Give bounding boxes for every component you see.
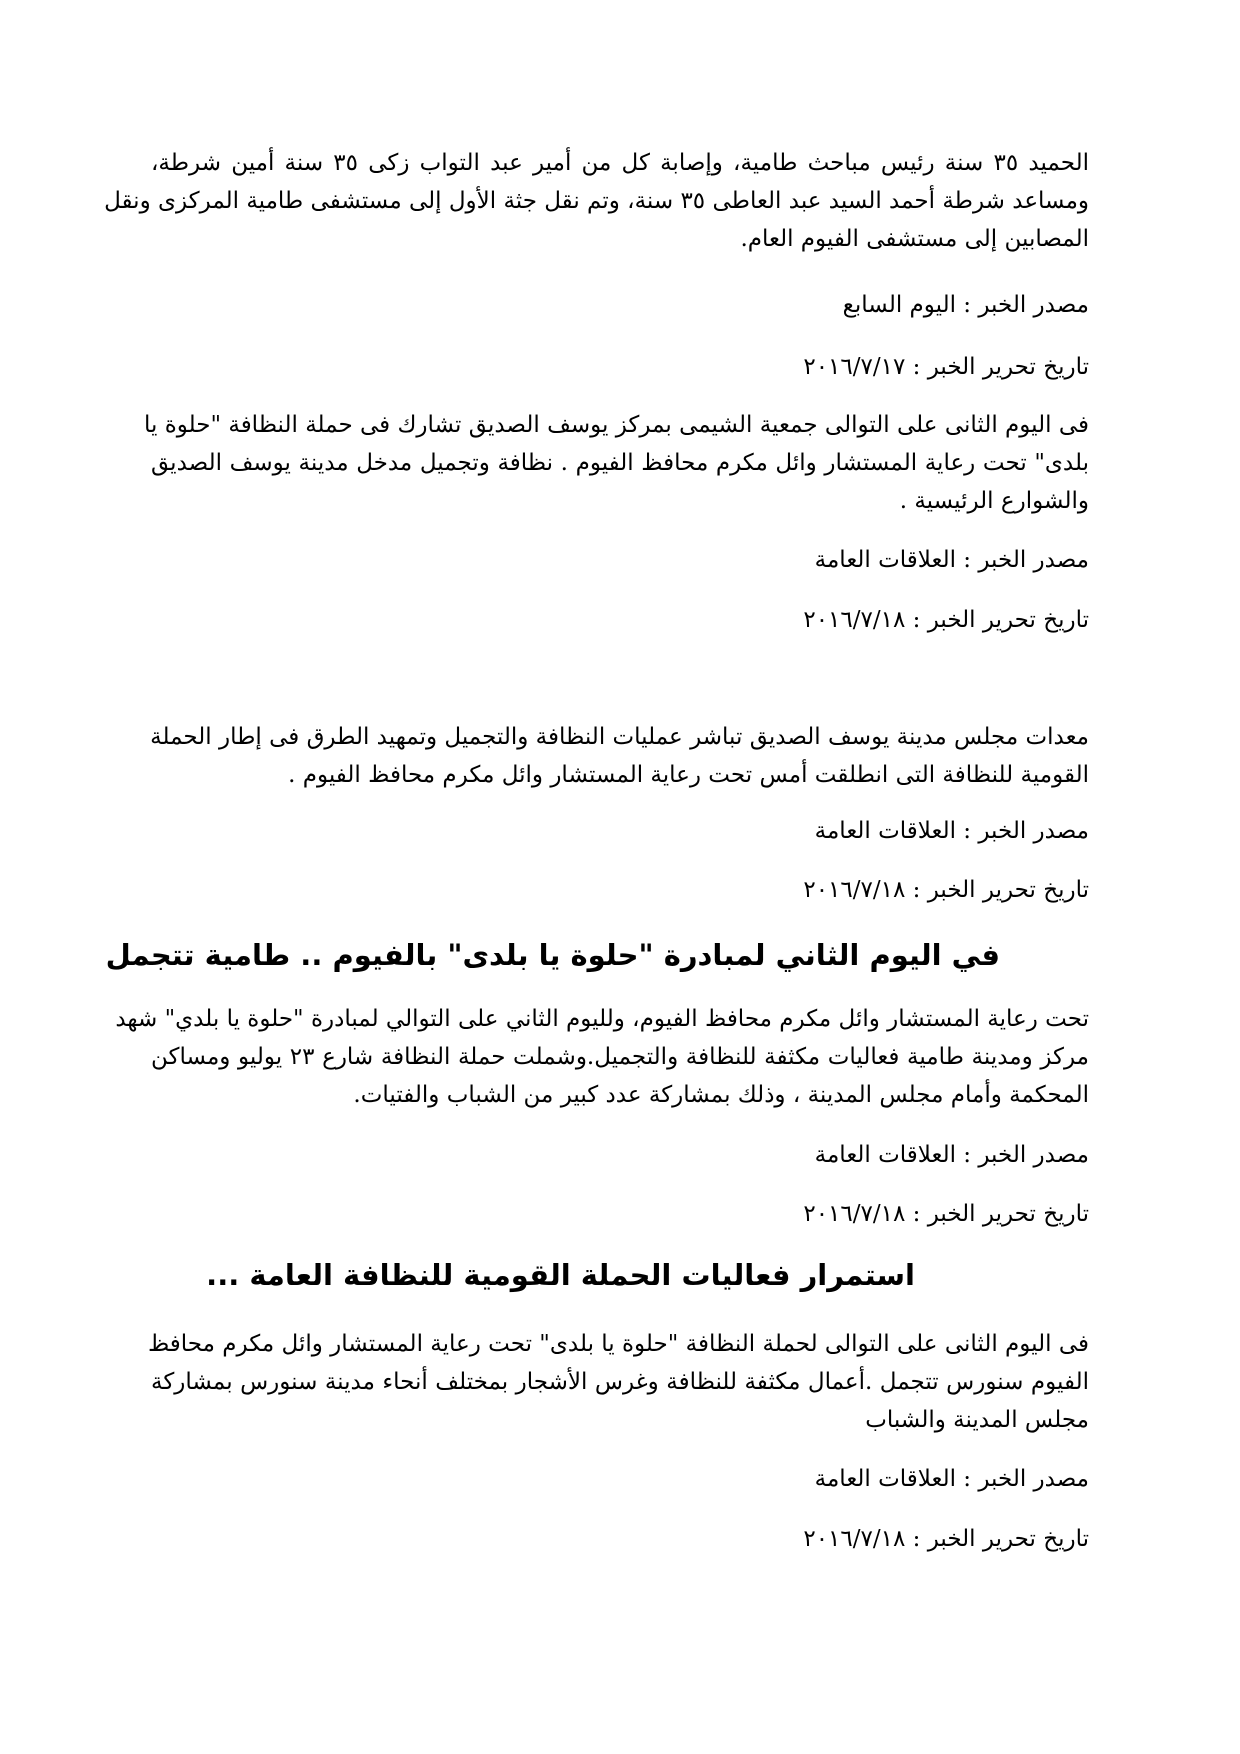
news-date: تاريخ تحرير الخبر : ٢٠١٦/٧/١٨ bbox=[803, 877, 1089, 903]
body-line: الفيوم سنورس تتجمل .أعمال مكثفة للنظافة وغرس الأشجار بمختلف أنحاء مدينة سنورس بمشاركة bbox=[151, 1369, 1089, 1395]
body-line: والشوارع الرئيسية . bbox=[899, 488, 1089, 514]
body-line: المصابين إلى مستشفى الفيوم العام. bbox=[740, 226, 1089, 252]
news-source: مصدر الخبر : العلاقات العامة bbox=[814, 818, 1089, 844]
body-line: مجلس المدينة والشباب bbox=[865, 1407, 1089, 1433]
body-line: مركز ومدينة طامية فعاليات مكثفة للنظافة والتجميل.وشملت حملة النظافة شارع ٢٣ يوليو ومساكن bbox=[151, 1044, 1089, 1070]
body-line: فى اليوم الثانى على التوالى جمعية الشيمى بمركز يوسف الصديق تشارك فى حملة النظافة "حلوة يا bbox=[143, 412, 1089, 438]
body-line: فى اليوم الثانى على التوالى لحملة النظافة "حلوة يا بلدى" تحت رعاية المستشار وائل مكرم محافظ bbox=[147, 1331, 1089, 1357]
news-source: مصدر الخبر : العلاقات العامة bbox=[814, 547, 1089, 573]
news-date: تاريخ تحرير الخبر : ٢٠١٦/٧/١٨ bbox=[803, 1526, 1089, 1552]
body-line: القومية للنظافة التى انطلقت أمس تحت رعاية المستشار وائل مكرم محافظ الفيوم . bbox=[288, 762, 1089, 788]
body-line: ومساعد شرطة أحمد السيد عبد العاطى ٣٥ سنة، وتم نقل جثة الأول إلى مستشفى طامية المركزى ونقل bbox=[104, 188, 1089, 214]
body-line: بلدى" تحت رعاية المستشار وائل مكرم محافظ الفيوم . نظافة وتجميل مدخل مدينة يوسف الصديق bbox=[151, 450, 1089, 476]
news-date: تاريخ تحرير الخبر : ٢٠١٦/٧/١٨ bbox=[803, 1201, 1089, 1227]
news-source: مصدر الخبر : العلاقات العامة bbox=[814, 1142, 1089, 1168]
news-headline: في اليوم الثاني لمبادرة "حلوة يا بلدى" بالفيوم .. طامية تتجمل bbox=[105, 938, 1000, 972]
news-source: مصدر الخبر : اليوم السابع bbox=[842, 292, 1089, 318]
body-line: تحت رعاية المستشار وائل مكرم محافظ الفيوم، ولليوم الثاني على التوالي لمبادرة "حلوة يا بلدي" شهد bbox=[115, 1006, 1089, 1032]
news-headline: استمرار فعاليات الحملة القومية للنظافة العامة ... bbox=[206, 1258, 915, 1292]
body-line: الحميد ٣٥ سنة رئيس مباحث طامية، وإصابة كل من أمير عبد التواب زكى ٣٥ سنة أمين شرطة، bbox=[151, 150, 1089, 176]
news-source: مصدر الخبر : العلاقات العامة bbox=[814, 1466, 1089, 1492]
news-date: تاريخ تحرير الخبر : ٢٠١٦/٧/١٨ bbox=[803, 607, 1089, 633]
body-line: معدات مجلس مدينة يوسف الصديق تباشر عمليات النظافة والتجميل وتمهيد الطرق فى إطار الحملة bbox=[150, 724, 1089, 750]
news-date: تاريخ تحرير الخبر : ٢٠١٦/٧/١٧ bbox=[803, 354, 1089, 380]
body-line: المحكمة وأمام مجلس المدينة ، وذلك بمشاركة عدد كبير من الشباب والفتيات. bbox=[353, 1082, 1089, 1108]
